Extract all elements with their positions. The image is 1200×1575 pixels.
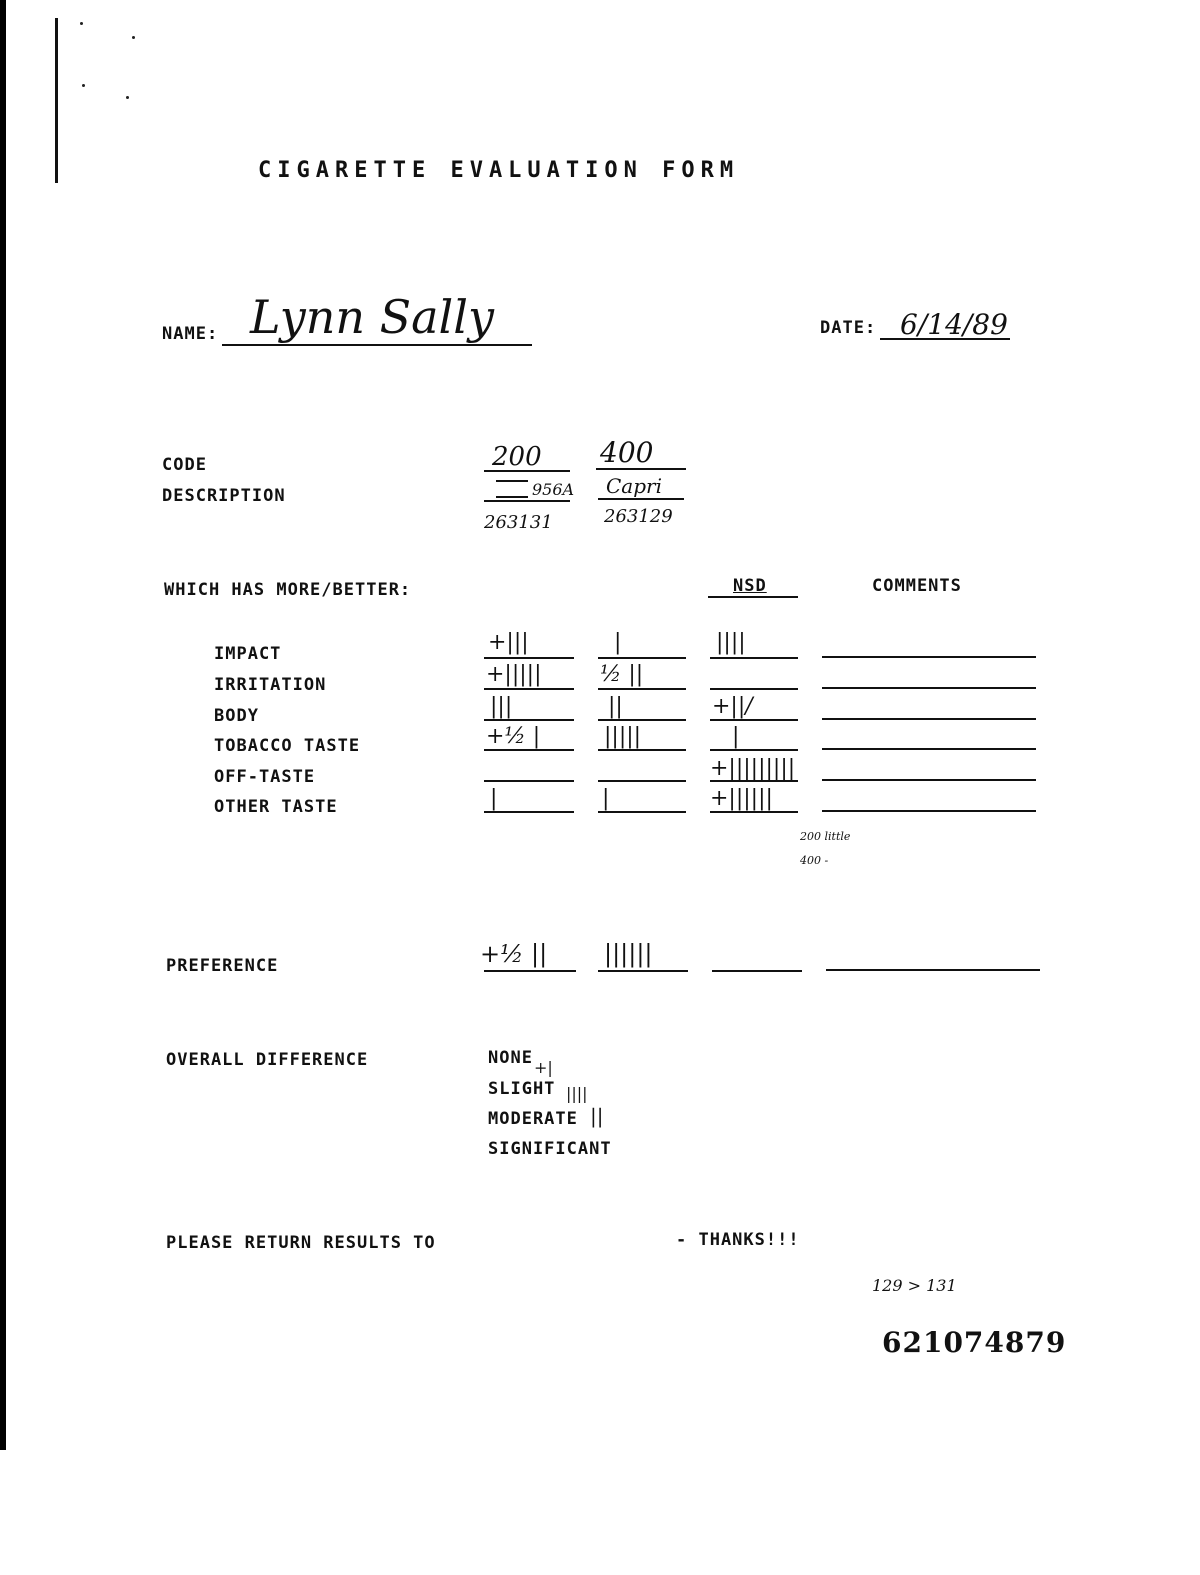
attr-irritation-line-nsd xyxy=(710,688,798,690)
product-2-code-line xyxy=(596,468,686,470)
attr-impact-p2: | xyxy=(614,630,622,655)
margin-note-2: 400 - xyxy=(800,854,829,867)
product-1-number: 263131 xyxy=(484,512,553,533)
scan-speck xyxy=(82,84,85,87)
attr-body-comment-line xyxy=(822,718,1036,720)
attr-other-taste-nsd: +|||||| xyxy=(710,786,773,811)
product-2-code: 400 xyxy=(600,436,654,469)
product-1-description: 956A xyxy=(532,480,575,499)
document-number: 621074879 xyxy=(882,1326,1067,1359)
product-1-code: 200 xyxy=(492,442,542,472)
attr-tobacco-taste-line-p1 xyxy=(484,749,574,751)
attr-body-p2: || xyxy=(608,694,623,719)
attr-tobacco-taste-p2: ||||| xyxy=(604,724,642,749)
overall-option-significant: SIGNIFICANT xyxy=(488,1139,612,1159)
attr-off-taste-comment-line xyxy=(822,779,1036,781)
attr-impact-p1: +||| xyxy=(488,630,529,655)
thanks-text: - THANKS!!! xyxy=(676,1230,800,1250)
attr-tobacco-taste-nsd: | xyxy=(732,724,740,749)
preference-line-p2 xyxy=(598,970,688,972)
product-2-description-line xyxy=(598,498,684,500)
form-title: CIGARETTE EVALUATION FORM xyxy=(258,158,740,183)
attr-impact-nsd: |||| xyxy=(716,630,746,655)
scan-speck xyxy=(126,96,129,99)
overall-mark-moderate: || xyxy=(590,1104,604,1128)
product-1-code-line xyxy=(484,470,570,472)
name-label: NAME: xyxy=(162,324,219,344)
comments-label: COMMENTS xyxy=(872,576,962,596)
product-1-struck-text xyxy=(496,480,528,498)
date-label: DATE: xyxy=(820,318,877,338)
code-label: CODE xyxy=(162,455,207,475)
preference-comment-line xyxy=(826,969,1040,971)
attr-irritation-p1: +||||| xyxy=(486,662,542,687)
attr-label-impact: IMPACT xyxy=(214,644,282,664)
preference-line-nsd xyxy=(712,970,802,972)
attr-impact-line-p1 xyxy=(484,657,574,659)
product-2-description: Capri xyxy=(606,474,662,498)
attr-other-taste-p1: | xyxy=(490,786,498,811)
attr-other-taste-p2: | xyxy=(602,786,610,811)
attr-body-line-p1 xyxy=(484,719,574,721)
attr-label-tobacco-taste: TOBACCO TASTE xyxy=(214,736,361,756)
attr-impact-line-nsd xyxy=(710,657,798,659)
attr-other-taste-comment-line xyxy=(822,810,1036,812)
scan-speck xyxy=(132,36,135,39)
attr-other-taste-line-p2 xyxy=(598,811,686,813)
bottom-note: 129 > 131 xyxy=(872,1276,957,1295)
scan-speck xyxy=(80,22,83,25)
attr-impact-comment-line xyxy=(822,656,1036,658)
product-2-number: 263129 xyxy=(604,506,673,527)
attr-impact-line-p2 xyxy=(598,657,686,659)
attr-off-taste-line-p2 xyxy=(598,780,686,782)
attr-tobacco-taste-line-p2 xyxy=(598,749,686,751)
preference-label: PREFERENCE xyxy=(166,956,279,976)
preference-p1: +½ || xyxy=(480,940,548,968)
preference-line-p1 xyxy=(484,970,576,972)
attr-label-body: BODY xyxy=(214,706,259,726)
which-label: WHICH HAS MORE/BETTER: xyxy=(164,580,412,600)
date-value: 6/14/89 xyxy=(900,308,1008,341)
name-underline xyxy=(222,344,532,346)
attr-tobacco-taste-p1: +½ | xyxy=(486,724,541,749)
product-1-description-line xyxy=(484,500,570,502)
attr-off-taste-line-nsd xyxy=(710,780,798,782)
attr-other-taste-line-nsd xyxy=(710,811,798,813)
name-value: Lynn Sally xyxy=(250,290,494,344)
attr-irritation-comment-line xyxy=(822,687,1036,689)
preference-p2: |||||| xyxy=(604,940,653,968)
nsd-label: NSD xyxy=(733,576,767,596)
margin-note-1: 200 little xyxy=(800,830,851,843)
attr-off-taste-nsd: +||||||||| xyxy=(710,756,796,781)
overall-difference-label: OVERALL DIFFERENCE xyxy=(166,1050,369,1070)
attr-irritation-line-p1 xyxy=(484,688,574,690)
overall-option-slight: SLIGHT xyxy=(488,1079,556,1099)
overall-option-none: NONE xyxy=(488,1048,533,1068)
attr-irritation-line-p2 xyxy=(598,688,686,690)
attr-body-nsd: +||/ xyxy=(712,694,753,719)
attr-body-line-p2 xyxy=(598,719,686,721)
attr-irritation-p2: ½ || xyxy=(600,662,644,687)
attr-tobacco-taste-line-nsd xyxy=(710,749,798,751)
attr-label-irritation: IRRITATION xyxy=(214,675,327,695)
attr-off-taste-line-p1 xyxy=(484,780,574,782)
overall-option-moderate: MODERATE xyxy=(488,1109,578,1129)
attr-other-taste-line-p1 xyxy=(484,811,574,813)
attr-body-p1: ||| xyxy=(490,694,513,719)
attr-label-off-taste: OFF-TASTE xyxy=(214,767,316,787)
description-label: DESCRIPTION xyxy=(162,486,286,506)
scan-edge-line xyxy=(55,18,58,183)
attr-body-line-nsd xyxy=(710,719,798,721)
attr-tobacco-taste-comment-line xyxy=(822,748,1036,750)
nsd-underline xyxy=(708,596,798,598)
attr-label-other-taste: OTHER TASTE xyxy=(214,797,338,817)
overall-mark-slight: |||| xyxy=(566,1084,588,1103)
scan-edge-border xyxy=(0,0,6,1450)
return-results-label: PLEASE RETURN RESULTS TO xyxy=(166,1233,436,1253)
overall-mark-none: +| xyxy=(534,1058,553,1077)
